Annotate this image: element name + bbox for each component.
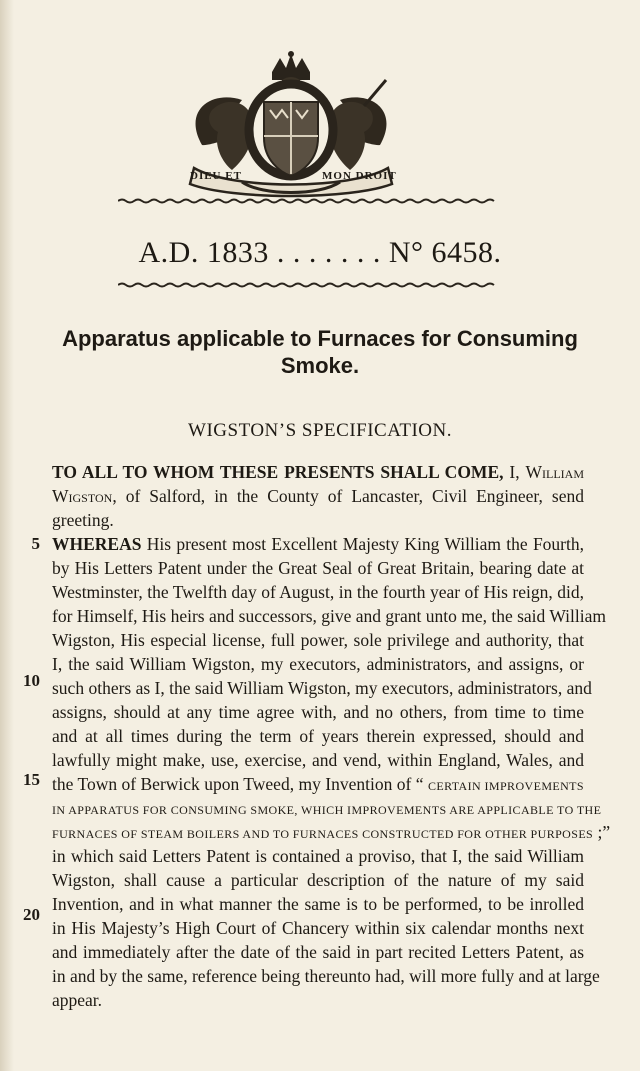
name-small-caps: William [525, 462, 584, 482]
line-number-15: 15 [23, 770, 40, 789]
line-number-5: 5 [31, 534, 40, 553]
body-line-13: lawfully might make, use, exercise, and vend, within England, Wales, and [52, 750, 584, 770]
body-line-5: by His Letters Patent under the Great Seal of Great Britain, bearing date at [52, 558, 584, 578]
title-line-2: Smoke. [280, 353, 360, 378]
surname-small-caps: Wigston [52, 486, 113, 506]
body-line-1 [52, 460, 584, 484]
body-text: His present most Excellent Majesty King William the Fourth, [141, 534, 584, 554]
patent-title [30, 325, 610, 379]
specification-heading: WIGSTON’S SPECIFICATION. [188, 420, 452, 441]
body-line-21: and immediately after the date of the said in part recited Letters Patent, as [52, 942, 584, 962]
body-text: , of Salford, in the County of Lancaster, Civil Engineer, send [112, 486, 584, 506]
motto-left: DIEU ET [190, 170, 242, 182]
invention-title-caps: IN APPARATUS FOR CONSUMING SMOKE, WHICH IMPROVEMENTS ARE APPLICABLE TO THE [52, 803, 602, 817]
body-line-16 [52, 820, 611, 844]
body-line-7: for Himself, His heirs and successors, give and grant unto me, the said William [52, 606, 606, 626]
ornamental-rule-bottom [118, 282, 496, 288]
body-line-22: in and by the same, reference being thereunto had, will more fully and at large [52, 966, 600, 986]
line-number-20: 20 [23, 905, 40, 924]
body-line-2 [52, 484, 584, 508]
patent-date-number: A.D. 1833 . . . . . . . N° 6458. [138, 236, 502, 269]
ornamental-rule-top [118, 198, 496, 204]
body-line-12: and at all times during the term of years therein expressed, should and [52, 726, 584, 746]
invention-title-caps: FURNACES OF STEAM BOILERS AND TO FURNACES CONSTRUCTED FOR OTHER PURPOSES [52, 827, 594, 841]
body-text: ;” [593, 822, 611, 842]
title-line-1: Apparatus applicable to Furnaces for Consuming [62, 326, 578, 351]
body-text: the Town of Berwick upon Tweed, my Invention of “ [52, 774, 428, 794]
body-line-17: in which said Letters Patent is contained a proviso, that I, the said William [52, 846, 584, 866]
whereas-bold: WHEREAS [52, 534, 142, 554]
body-line-20: in His Majesty’s High Court of Chancery within six calendar months next [52, 918, 584, 938]
opening-phrase: TO ALL TO WHOM THESE PRESENTS SHALL COME, [52, 462, 504, 482]
body-line-15 [52, 796, 602, 820]
body-line-3: greeting. [52, 510, 114, 530]
body-line-23: appear. [52, 990, 103, 1010]
body-line-11: assigns, should at any time agree with, and no others, from time to time [52, 702, 584, 722]
body-line-14 [52, 772, 584, 796]
body-line-18: Wigston, shall cause a particular description of the nature of my said [52, 870, 584, 890]
body-line-8: Wigston, His especial license, full power, sole privilege and authority, that [52, 630, 584, 650]
body-line-6: Westminster, the Twelfth day of August, in the fourth year of His reign, did, [52, 582, 584, 602]
body-line-10: such others as I, the said William Wigston, my executors, administrators, and [52, 678, 592, 698]
motto-right: MON DROIT [322, 170, 397, 182]
line-number-10: 10 [23, 671, 40, 690]
body-line-4 [52, 532, 584, 556]
invention-title-caps: CERTAIN IMPROVEMENTS [427, 779, 584, 793]
body-line-9: I, the said William Wigston, my executors, administrators, and assigns, or [52, 654, 584, 674]
body-line-19: Invention, and in what manner the same is to be performed, to be inrolled [52, 894, 584, 914]
body-text: I, [503, 462, 526, 482]
